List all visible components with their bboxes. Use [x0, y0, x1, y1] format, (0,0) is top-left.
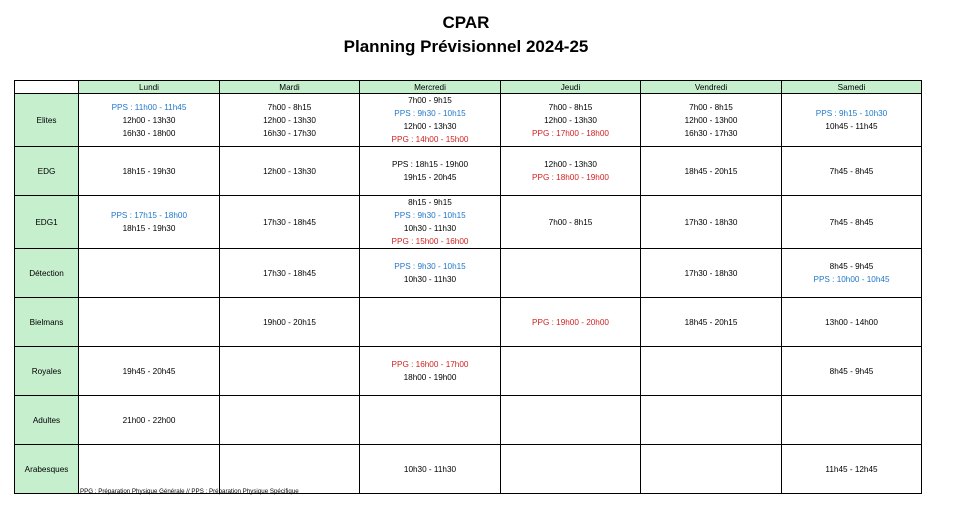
- time-slot: 7h00 - 8h15: [548, 102, 593, 112]
- schedule-cell: [220, 249, 360, 298]
- pps-slot: PPS : 9h30 - 10h15: [394, 109, 466, 118]
- pps-slot: PPS : 11h00 - 11h45: [111, 102, 187, 112]
- time-slot: 18h45 - 20h15: [684, 317, 738, 327]
- group-label: Adultes: [15, 396, 79, 445]
- ppg-slot: PPG : 17h00 - 18h00: [532, 128, 609, 138]
- schedule-cell: [360, 298, 501, 347]
- schedule-cell: [360, 445, 501, 494]
- schedule-cell: [79, 249, 220, 298]
- day-header-row: [15, 81, 922, 94]
- time-slot: 18h15 - 19h30: [122, 166, 176, 176]
- schedule-cell: [360, 249, 501, 298]
- ppg-slot: PPG : 18h00 - 19h00: [532, 173, 609, 182]
- schedule-cell: [220, 298, 360, 347]
- group-label: Arabesques: [15, 445, 79, 494]
- time-slot: 10h30 - 11h30: [403, 275, 457, 284]
- schedule-cell: [220, 147, 360, 196]
- group-label: Détection: [15, 249, 79, 298]
- schedule-cell: [220, 445, 360, 494]
- pps-slot: PPS : 9h15 - 10h30: [815, 109, 888, 118]
- schedule-cell: [641, 196, 782, 249]
- time-slot: 18h45 - 20h15: [684, 166, 738, 176]
- page-title: CPAR: [442, 13, 490, 32]
- day-header-lundi: Lundi: [79, 81, 220, 94]
- pps-slot: PPS : 17h15 - 18h00: [110, 211, 188, 220]
- time-slot: 19h15 - 20h45: [403, 173, 457, 182]
- time-slot: 18h15 - 19h30: [122, 224, 176, 233]
- day-header-jeudi: Jeudi: [501, 81, 641, 94]
- time-slot: 16h30 - 18h00: [122, 128, 176, 138]
- schedule-cell: [220, 94, 360, 147]
- group-row: [15, 147, 922, 196]
- schedule-cell: [641, 94, 782, 147]
- time-slot: 7h00 - 8h15: [689, 102, 733, 112]
- time-slot: 8h15 - 9h15: [408, 198, 452, 207]
- time-slot: 12h00 - 13h30: [544, 160, 597, 169]
- schedule-cell: [220, 196, 360, 249]
- pps-slot: PPS : 10h00 - 10h45: [813, 275, 890, 284]
- group-row: [15, 249, 922, 298]
- group-row: [15, 298, 922, 347]
- time-slot: 12h00 - 13h30: [544, 115, 597, 125]
- group-row: [15, 196, 922, 249]
- group-label: EDG1: [15, 196, 79, 249]
- schedule-cell: [501, 298, 641, 347]
- time-slot: 12h00 - 13h30: [122, 115, 176, 125]
- schedule-cell: [79, 94, 220, 147]
- schedule-cell: [641, 147, 782, 196]
- time-slot: 7h00 - 8h15: [267, 102, 312, 112]
- schedule-cell: [360, 196, 501, 249]
- time-slot: 12h00 - 13h30: [263, 115, 316, 125]
- schedule-cell: [782, 347, 922, 396]
- schedule-cell: [79, 196, 220, 249]
- corner-cell: [15, 81, 79, 94]
- time-slot: 10h45 - 11h45: [825, 122, 878, 131]
- schedule-cell: [782, 94, 922, 147]
- schedule-cell: [360, 94, 501, 147]
- schedule-cell: [501, 94, 641, 147]
- schedule-cell: [501, 249, 641, 298]
- schedule-cell: [79, 147, 220, 196]
- time-slot: 11h45 - 12h45: [825, 464, 878, 474]
- schedule-cell: [360, 396, 501, 445]
- group-row: [15, 396, 922, 445]
- group-label: Royales: [15, 347, 79, 396]
- schedule-cell: [501, 347, 641, 396]
- time-slot: 7h45 - 8h45: [829, 217, 874, 227]
- time-slot: 17h30 - 18h45: [263, 268, 316, 278]
- time-slot: 19h45 - 20h45: [122, 366, 176, 376]
- schedule-cell: [641, 249, 782, 298]
- page-subtitle: Planning Prévisionnel 2024-25: [343, 37, 589, 56]
- ppg-slot: PPG : 14h00 - 15h00: [391, 135, 469, 144]
- schedule-cell: [79, 347, 220, 396]
- day-header-mercredi: Mercredi: [360, 81, 501, 94]
- schedule-cell: [641, 298, 782, 347]
- time-slot: 13h00 - 14h00: [825, 317, 878, 327]
- time-slot: 16h30 - 17h30: [684, 128, 738, 138]
- time-slot: 17h30 - 18h30: [684, 268, 738, 278]
- group-label: Elites: [15, 94, 79, 147]
- schedule-cell: [782, 249, 922, 298]
- group-row: [15, 445, 922, 494]
- schedule-cell: [782, 298, 922, 347]
- group-row: [15, 94, 922, 147]
- time-slot: 8h45 - 9h45: [829, 366, 874, 376]
- time-slot: 12h00 - 13h30: [403, 122, 457, 131]
- time-slot: 17h30 - 18h45: [263, 217, 316, 227]
- time-slot: 7h00 - 9h15: [408, 96, 452, 105]
- time-slot: 10h30 - 11h30: [403, 464, 457, 474]
- schedule-cell: [360, 347, 501, 396]
- schedule-cell: [501, 147, 641, 196]
- schedule-table: [14, 80, 922, 494]
- schedule-cell: [79, 445, 220, 494]
- schedule-cell: [782, 445, 922, 494]
- day-header-vendredi: Vendredi: [641, 81, 782, 94]
- time-slot: 10h30 - 11h30: [403, 224, 457, 233]
- time-slot: 7h00 - 8h15: [548, 217, 593, 227]
- group-row: [15, 347, 922, 396]
- time-slot: 19h00 - 20h15: [263, 317, 316, 327]
- schedule-cell: [782, 396, 922, 445]
- day-header-mardi: Mardi: [220, 81, 360, 94]
- time-slot: 12h00 - 13h30: [263, 166, 316, 176]
- ppg-slot: PPG : 15h00 - 16h00: [391, 237, 469, 246]
- time-slot: 17h30 - 18h30: [684, 217, 738, 227]
- day-header-samedi: Samedi: [782, 81, 922, 94]
- schedule-cell: [501, 396, 641, 445]
- ppg-slot: PPG : 19h00 - 20h00: [532, 317, 609, 327]
- schedule-cell: [782, 147, 922, 196]
- schedule-cell: [79, 396, 220, 445]
- schedule-body: [15, 94, 922, 494]
- schedule-cell: [501, 196, 641, 249]
- schedule-cell: [360, 147, 501, 196]
- schedule-cell: [641, 347, 782, 396]
- schedule-cell: [220, 396, 360, 445]
- schedule-cell: [501, 445, 641, 494]
- group-label: EDG: [15, 147, 79, 196]
- schedule-cell: [782, 196, 922, 249]
- schedule-cell: [220, 347, 360, 396]
- pps-slot: PPS : 9h30 - 10h15: [394, 262, 466, 271]
- time-slot: 16h30 - 17h30: [263, 128, 316, 138]
- footnote: PPG : Préparation Physique Générale // PPS : Préparation Physique Spécifique: [80, 488, 299, 495]
- time-slot: 12h00 - 13h00: [684, 115, 738, 125]
- schedule-cell: [641, 396, 782, 445]
- time-slot: 21h00 - 22h00: [122, 415, 176, 425]
- time-slot: PPS : 18h15 - 19h00: [391, 160, 469, 169]
- time-slot: 8h45 - 9h45: [829, 262, 874, 271]
- group-label: Bielmans: [15, 298, 79, 347]
- schedule-cell: [79, 298, 220, 347]
- schedule-cell: [641, 445, 782, 494]
- time-slot: 18h00 - 19h00: [403, 373, 457, 382]
- time-slot: 7h45 - 8h45: [829, 166, 874, 176]
- pps-slot: PPS : 9h30 - 10h15: [394, 211, 466, 220]
- ppg-slot: PPG : 16h00 - 17h00: [391, 360, 469, 369]
